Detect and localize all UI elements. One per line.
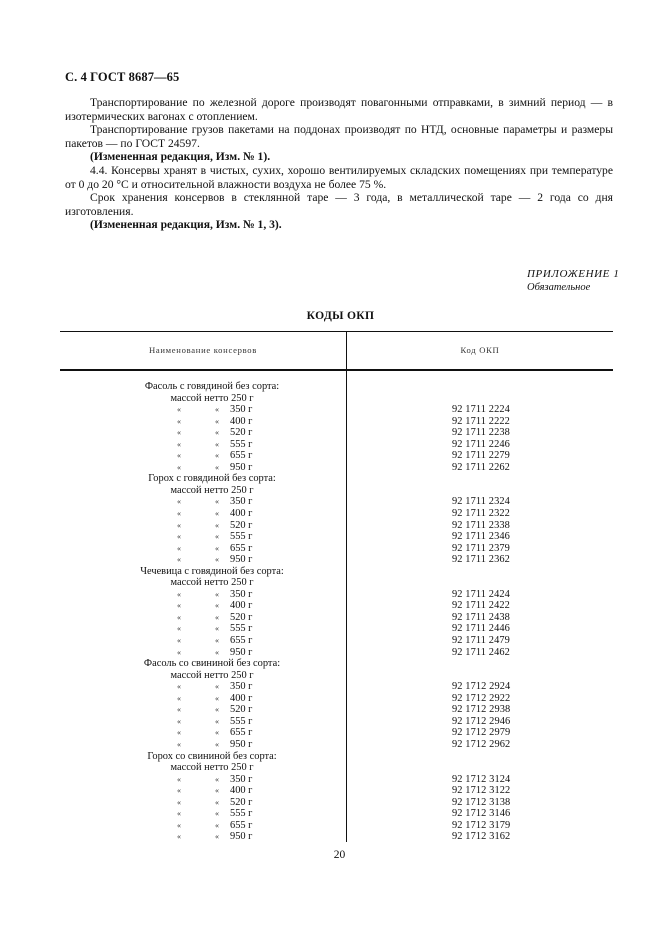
ditto-mark: «	[177, 832, 181, 842]
ditto-mark: «	[177, 774, 181, 784]
ditto-mark: «	[215, 416, 219, 426]
ditto-mark: «	[177, 520, 181, 530]
table-row	[60, 496, 613, 508]
ditto-mark: «	[177, 716, 181, 726]
table-row	[60, 739, 613, 751]
okp-code: 92 1711 2322	[452, 508, 510, 520]
table-row	[60, 439, 613, 451]
product-mass-first: массой нетто 250 г	[170, 577, 254, 589]
product-mass: 520 г	[230, 427, 253, 439]
product-mass: 555 г	[230, 438, 253, 450]
table-row-group-title	[60, 566, 613, 578]
okp-code: 92 1711 2246	[452, 438, 510, 450]
table-row	[60, 820, 613, 832]
ditto-mark: «	[215, 601, 219, 611]
ditto-mark: «	[215, 705, 219, 715]
table-row	[60, 577, 613, 589]
okp-code: 92 1712 3179	[452, 819, 511, 831]
ditto-mark: «	[215, 820, 219, 830]
table-row	[60, 531, 613, 543]
okp-code: 92 1711 2479	[452, 635, 510, 647]
product-mass: 400 г	[230, 785, 253, 797]
table-row	[60, 623, 613, 635]
ditto-mark: «	[177, 705, 181, 715]
table-row	[60, 727, 613, 739]
column-header-name: Наименование консервов	[148, 345, 258, 355]
product-mass: 400 г	[230, 600, 253, 612]
okp-code: 92 1711 2262	[452, 461, 510, 473]
ditto-mark: «	[215, 739, 219, 749]
ditto-mark: «	[215, 682, 219, 692]
ditto-mark: «	[177, 820, 181, 830]
product-mass: 950 г	[230, 831, 253, 843]
okp-code: 92 1712 3162	[452, 831, 511, 843]
okp-code: 92 1711 2238	[452, 427, 510, 439]
ditto-mark: «	[177, 405, 181, 415]
page-header: С. 4 ГОСТ 8687—65	[65, 70, 180, 84]
column-header-code: Код ОКП	[460, 345, 500, 355]
ditto-mark: «	[215, 462, 219, 472]
table-row	[60, 681, 613, 693]
ditto-mark: «	[177, 532, 181, 542]
ditto-mark: «	[177, 797, 181, 807]
ditto-mark: «	[215, 532, 219, 542]
product-group-name: Фасоль с говядиной без сорта:	[144, 381, 280, 392]
ditto-mark: «	[215, 636, 219, 646]
table-row	[60, 427, 613, 439]
table-row	[60, 647, 613, 659]
table-row	[60, 508, 613, 520]
table-row	[60, 462, 613, 474]
ditto-mark: «	[177, 786, 181, 796]
product-mass: 350 г	[230, 404, 253, 416]
product-mass-first: массой нетто 250 г	[170, 392, 254, 404]
ditto-mark: «	[215, 589, 219, 599]
product-mass: 520 г	[230, 796, 253, 808]
product-mass: 555 г	[230, 808, 253, 820]
ditto-mark: «	[215, 716, 219, 726]
appendix-note: Обязательное	[527, 282, 591, 293]
ditto-mark: «	[177, 451, 181, 461]
okp-code: 92 1712 2922	[452, 692, 511, 704]
ditto-mark: «	[177, 728, 181, 738]
product-group-name: Горох с говядиной без сорта:	[148, 473, 276, 485]
table-row-group-title	[60, 751, 613, 763]
ditto-mark: «	[215, 439, 219, 449]
product-mass: 950 г	[230, 554, 253, 566]
product-mass-first: массой нетто 250 г	[170, 669, 254, 681]
product-mass: 350 г	[230, 681, 253, 693]
okp-code: 92 1711 2422	[452, 600, 510, 612]
paragraph-storage-conditions: 4.4. Консервы хранят в чистых, сухих, хорошо вентилируемых складских помещениях при температуре от 0 до 20 °С и относительной влажности воздуха не более 75 %.	[65, 163, 613, 191]
product-mass-first: массой нетто 250 г	[170, 762, 254, 774]
table-row-group-title	[60, 658, 613, 670]
table-row	[60, 785, 613, 797]
ditto-mark: «	[215, 786, 219, 796]
product-mass-first: массой нетто 250 г	[170, 484, 254, 496]
body-text	[65, 96, 613, 232]
table-row	[60, 670, 613, 682]
ditto-mark: «	[177, 428, 181, 438]
okp-code: 92 1712 2962	[452, 738, 511, 750]
table-row	[60, 600, 613, 612]
ditto-mark: «	[177, 636, 181, 646]
product-mass: 655 г	[230, 450, 253, 462]
okp-code: 92 1712 2946	[452, 715, 511, 727]
product-mass: 350 г	[230, 496, 253, 508]
product-mass: 520 г	[230, 611, 253, 623]
okp-code: 92 1712 2938	[452, 704, 511, 716]
table-row	[60, 612, 613, 624]
table-row	[60, 693, 613, 705]
product-group-name: Фасоль со свининой без сорта:	[143, 658, 281, 670]
table-row	[60, 797, 613, 809]
okp-code: 92 1711 2279	[452, 450, 510, 462]
okp-code: 92 1712 3138	[452, 796, 511, 808]
table-title: КОДЫ ОКП	[306, 309, 375, 322]
ditto-mark: «	[177, 416, 181, 426]
table-row-group-title	[60, 473, 613, 485]
ditto-mark: «	[215, 624, 219, 634]
ditto-mark: «	[215, 647, 219, 657]
product-mass: 350 г	[230, 773, 253, 785]
okp-code: 92 1711 2346	[452, 531, 510, 543]
product-mass: 400 г	[230, 508, 253, 520]
ditto-mark: «	[177, 739, 181, 749]
okp-code: 92 1712 3122	[452, 785, 511, 797]
ditto-mark: «	[177, 543, 181, 553]
okp-code: 92 1712 3146	[452, 808, 511, 820]
ditto-mark: «	[177, 439, 181, 449]
appendix-title: ПРИЛОЖЕНИЕ 1	[527, 268, 620, 280]
table-row	[60, 485, 613, 497]
table-header-rule	[60, 369, 613, 371]
product-mass: 655 г	[230, 727, 253, 739]
okp-code: 92 1711 2424	[452, 588, 510, 600]
ditto-mark: «	[215, 832, 219, 842]
okp-code: 92 1711 2222	[452, 415, 510, 427]
ditto-mark: «	[215, 797, 219, 807]
product-mass: 520 г	[230, 704, 253, 716]
product-group-name: Горох со свининой без сорта:	[147, 750, 277, 762]
product-mass: 400 г	[230, 415, 253, 427]
ditto-mark: «	[177, 589, 181, 599]
ditto-mark: «	[177, 809, 181, 819]
ditto-mark: «	[215, 405, 219, 415]
table-row	[60, 589, 613, 601]
table-row-group-title	[60, 381, 613, 393]
ditto-mark: «	[215, 555, 219, 565]
product-mass: 950 г	[230, 461, 253, 473]
okp-code: 92 1711 2446	[452, 623, 510, 635]
product-mass: 555 г	[230, 715, 253, 727]
product-mass: 555 г	[230, 531, 253, 543]
page-number: 20	[333, 849, 346, 861]
ditto-mark: «	[215, 728, 219, 738]
product-mass: 950 г	[230, 646, 253, 658]
table-top-rule	[60, 331, 613, 332]
okp-code: 92 1711 2224	[452, 404, 510, 416]
okp-code: 92 1711 2462	[452, 646, 510, 658]
ditto-mark: «	[215, 451, 219, 461]
ditto-mark: «	[215, 543, 219, 553]
ditto-mark: «	[177, 601, 181, 611]
ditto-mark: «	[215, 428, 219, 438]
ditto-mark: «	[177, 509, 181, 519]
ditto-mark: «	[215, 809, 219, 819]
table-row	[60, 450, 613, 462]
ditto-mark: «	[215, 497, 219, 507]
ditto-mark: «	[177, 497, 181, 507]
table-row	[60, 416, 613, 428]
table-row	[60, 716, 613, 728]
ditto-mark: «	[177, 462, 181, 472]
ditto-mark: «	[215, 612, 219, 622]
okp-code: 92 1712 2979	[452, 727, 511, 739]
table-row	[60, 704, 613, 716]
paragraph-transport-rail: Транспортирование по железной дороге производят повагонными отправками, в зимний период — в изотермических вагонах с отоплением.	[65, 96, 613, 123]
product-mass: 655 г	[230, 819, 253, 831]
paragraph-shelf-life: Срок хранения консервов в стеклянной таре — 3 года, в металлической таре — 2 года со дня изготовления.	[65, 191, 613, 218]
amendment-note-1: (Измененная редакция, Изм. № 1).	[90, 150, 271, 164]
paragraph-transport-pallets: Транспортирование грузов пакетами на поддонах производят по НТД, основные параметры и размеры пакетов — по ГОСТ 24597.	[65, 123, 613, 150]
ditto-mark: «	[177, 555, 181, 565]
okp-code: 92 1712 2924	[452, 681, 511, 693]
table-row	[60, 635, 613, 647]
product-mass: 655 г	[230, 542, 253, 554]
table-row	[60, 543, 613, 555]
product-mass: 350 г	[230, 588, 253, 600]
table-body	[60, 381, 613, 843]
table-row	[60, 393, 613, 405]
ditto-mark: «	[177, 682, 181, 692]
ditto-mark: «	[215, 693, 219, 703]
table-row	[60, 554, 613, 566]
table-row	[60, 520, 613, 532]
okp-code: 92 1711 2438	[452, 611, 510, 623]
amendment-note-2: (Измененная редакция, Изм. № 1, 3).	[90, 218, 282, 232]
okp-code: 92 1712 3124	[452, 773, 511, 785]
ditto-mark: «	[177, 624, 181, 634]
product-group-name: Чечевица с говядиной без сорта:	[140, 565, 284, 577]
okp-code: 92 1711 2338	[452, 519, 510, 531]
table-row	[60, 762, 613, 774]
ditto-mark: «	[215, 520, 219, 530]
ditto-mark: «	[177, 647, 181, 657]
appendix-label	[527, 268, 619, 294]
table-row	[60, 404, 613, 416]
product-mass: 950 г	[230, 738, 253, 750]
okp-code: 92 1711 2362	[452, 554, 510, 566]
ditto-mark: «	[177, 612, 181, 622]
ditto-mark: «	[215, 774, 219, 784]
table-row	[60, 808, 613, 820]
okp-code: 92 1711 2324	[452, 496, 510, 508]
ditto-mark: «	[177, 693, 181, 703]
okp-code: 92 1711 2379	[452, 542, 510, 554]
table-row	[60, 774, 613, 786]
product-mass: 655 г	[230, 635, 253, 647]
table-row	[60, 831, 613, 843]
ditto-mark: «	[215, 509, 219, 519]
product-mass: 400 г	[230, 692, 253, 704]
product-mass: 520 г	[230, 519, 253, 531]
product-mass: 555 г	[230, 623, 253, 635]
